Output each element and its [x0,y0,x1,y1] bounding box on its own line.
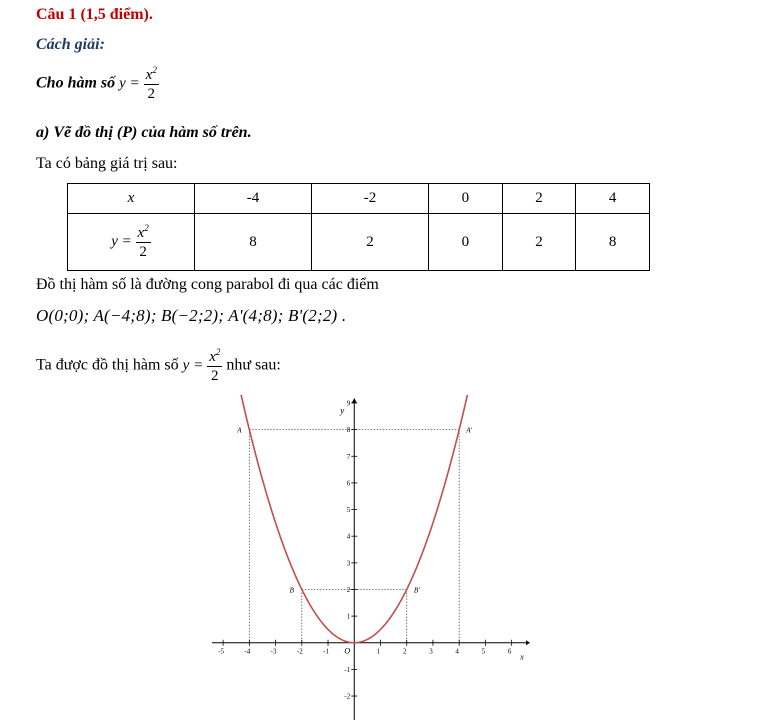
table-cell-y2: 2 [312,214,429,271]
table-cell-y5: 8 [576,214,650,271]
result-exp: 2 [215,347,221,357]
x-tick-label-9: 5 [481,647,486,656]
y-axis-arrow [352,398,357,403]
x-tick-label-8: 4 [455,647,459,656]
points-list: O(0;0); A(−4;8); B(−2;2); A'(4;8); B'(2;2) . [36,306,347,325]
table-cell-y1: 8 [195,214,312,271]
x-tick-label-7: 3 [429,647,433,656]
part-a-heading: a) Vẽ đồ thị (P) của hàm số trên. [36,124,252,141]
table-cell-x5: 4 [576,184,650,214]
function-lhs: y = [119,75,140,92]
table-cell-x3: 0 [429,184,503,214]
point-label-2: B [289,586,294,595]
table-cell-y3: 0 [429,214,503,271]
result-fraction [207,348,222,384]
result-lhs: y = [182,357,204,374]
table-header-x: x [68,184,195,214]
table-y-exp: 2 [144,223,149,233]
y-tick-label-4: 5 [346,506,351,515]
x-tick-label-1: -4 [244,647,251,656]
y-tick-label-2: 3 [346,559,351,568]
table-header-y [68,214,195,271]
parabola-chart [210,395,530,720]
graph-description: Đồ thị hàm số là đường cong parabol đi qua các điểm [36,276,379,293]
function-intro: Cho hàm số [36,74,116,92]
point-label-1: A' [466,426,473,435]
x-tick-label-4: -1 [323,647,329,656]
result-intro: Ta được đồ thị hàm số [36,356,179,374]
y-tick-label-6: 7 [346,452,351,461]
x-tick-label-6: 2 [402,647,407,656]
table-cell-x1: -4 [195,184,312,214]
result-statement [36,348,281,384]
table-y-den: 2 [139,244,147,260]
table-cell-x4: 2 [502,184,576,214]
table-cell-x2: -2 [312,184,429,214]
x-axis-name: x [520,652,524,662]
y-tick-label-3: 4 [346,532,351,541]
point-label-0: A [237,426,242,435]
x-tick-label-2: -3 [270,647,277,656]
y-tick-label-5: 6 [346,479,351,488]
question-heading: Câu 1 (1,5 điểm). [36,6,153,23]
origin-label: O [344,646,351,656]
y-axis-name: y [340,405,345,416]
y-tick-label-10: -2 [344,692,351,701]
x-tick-label-3: -2 [296,647,303,656]
y-tick-label-1: 2 [346,585,351,594]
table-y-num: x [137,225,145,241]
table-y-lhs: y = [111,233,132,250]
result-num: x [209,349,216,365]
table-row-y [68,214,650,271]
values-table [67,183,650,271]
y-tick-label-7: 8 [346,426,351,435]
x-tick-label-0: -5 [218,647,225,656]
result-den: 2 [211,368,219,384]
y-tick-label-9: -1 [344,665,351,674]
y-tick-label-8: 9 [346,399,351,408]
x-tick-label-5: 1 [376,647,381,656]
x-axis-arrow [526,640,530,645]
table-row-x [68,184,650,214]
y-tick-label-0: 1 [346,612,351,621]
table-intro: Ta có bảng giá trị sau: [36,155,178,172]
function-statement [36,66,159,102]
function-num: x [145,67,153,83]
function-fraction [144,66,159,102]
table-cell-y4: 2 [502,214,576,271]
x-tick-label-10: 6 [507,647,512,656]
function-den: 2 [147,86,155,102]
table-y-fraction [136,224,151,260]
point-label-3: B' [413,586,420,595]
result-suffix: như sau: [226,356,281,374]
solution-label: Cách giải: [36,36,105,53]
function-exp: 2 [152,65,157,75]
